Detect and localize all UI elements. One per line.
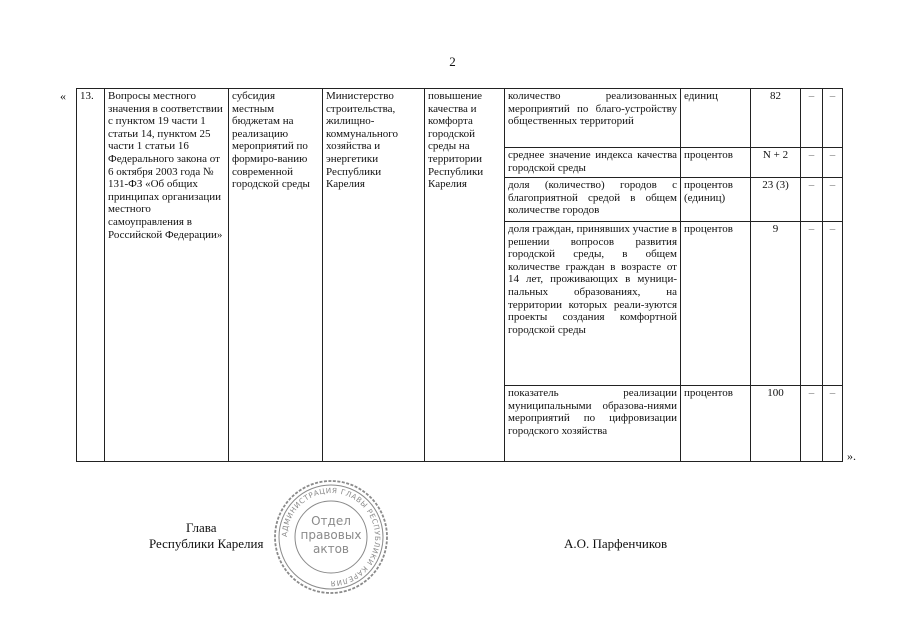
indicator-value: 9 bbox=[751, 222, 801, 386]
indicator-name: показатель реализации муниципальными образова-ниями мероприятий по цифровизации городского хозяйства bbox=[505, 386, 681, 462]
page-number: 2 bbox=[449, 54, 456, 69]
subsidy-cell: субсидия местным бюджетам на реализацию мероприятий по формиро-ванию современной городской среды bbox=[229, 89, 323, 462]
indicator-dash: – bbox=[801, 386, 823, 462]
indicator-name: количество реализованных мероприятий по благо-устройству общественных территорий bbox=[505, 89, 681, 148]
signature-name: А.О. Парфенчиков bbox=[564, 536, 668, 551]
indicator-value: N + 2 bbox=[751, 148, 801, 178]
row-number: 13. bbox=[77, 89, 105, 462]
official-stamp bbox=[272, 478, 390, 596]
indicator-unit: процентов (единиц) bbox=[681, 178, 751, 222]
indicator-value: 82 bbox=[751, 89, 801, 148]
indicator-unit: единиц bbox=[681, 89, 751, 148]
indicator-name: доля граждан, принявших участие в решении вопросов развития городской среды, в общем количестве граждан в возрасте от 14 лет, проживающих в муници-пальных образованиях, на территории которых реали-зуются проекты создания комфортной городской среды bbox=[505, 222, 681, 386]
stamp-seal-icon bbox=[272, 478, 390, 596]
closing-quote: ». bbox=[847, 449, 856, 463]
signature-title: Глава bbox=[186, 520, 217, 535]
indicator-dash: – bbox=[801, 178, 823, 222]
indicator-value: 23 (3) bbox=[751, 178, 801, 222]
indicator-dash: – bbox=[823, 178, 843, 222]
goal-cell: повышение качества и комфорта городской среды на территории Республики Карелия bbox=[425, 89, 505, 462]
stamp-line: Отдел bbox=[311, 514, 351, 528]
indicator-dash: – bbox=[823, 386, 843, 462]
indicator-name: среднее значение индекса качества городской среды bbox=[505, 148, 681, 178]
stamp-line: правовых bbox=[300, 528, 362, 542]
opening-quote: « bbox=[60, 89, 66, 103]
indicator-name: доля (количество) городов с благоприятной средой в общем количестве городов bbox=[505, 178, 681, 222]
stamp-ring-text: АДМИНИСТРАЦИЯ ГЛАВЫ РЕСПУБЛИКИ КАРЕЛИЯ bbox=[279, 485, 383, 589]
indicator-unit: процентов bbox=[681, 148, 751, 178]
stamp-line: актов bbox=[312, 542, 350, 556]
indicator-dash: – bbox=[801, 148, 823, 178]
table-row bbox=[77, 89, 843, 148]
question-cell: Вопросы местного значения в соответствии с пунктом 19 части 1 статьи 14, пунктом 25 части 1 статьи 16 Федерального закона от 6 октября 2003 года № 131-ФЗ «Об общих принципах организации местного самоуправления в Российской Федерации» bbox=[105, 89, 229, 462]
indicator-dash: – bbox=[823, 148, 843, 178]
indicator-unit: процентов bbox=[681, 386, 751, 462]
signature-organization: Республики Карелия bbox=[149, 536, 264, 551]
indicator-unit: процентов bbox=[681, 222, 751, 386]
indicator-value: 100 bbox=[751, 386, 801, 462]
indicator-dash: – bbox=[801, 222, 823, 386]
ministry-cell: Министерство строительства, жилищно-коммунального хозяйства и энергетики Республики Карелия bbox=[323, 89, 425, 462]
indicator-dash: – bbox=[801, 89, 823, 148]
indicator-dash: – bbox=[823, 222, 843, 386]
indicators-table bbox=[76, 88, 843, 462]
indicator-dash: – bbox=[823, 89, 843, 148]
